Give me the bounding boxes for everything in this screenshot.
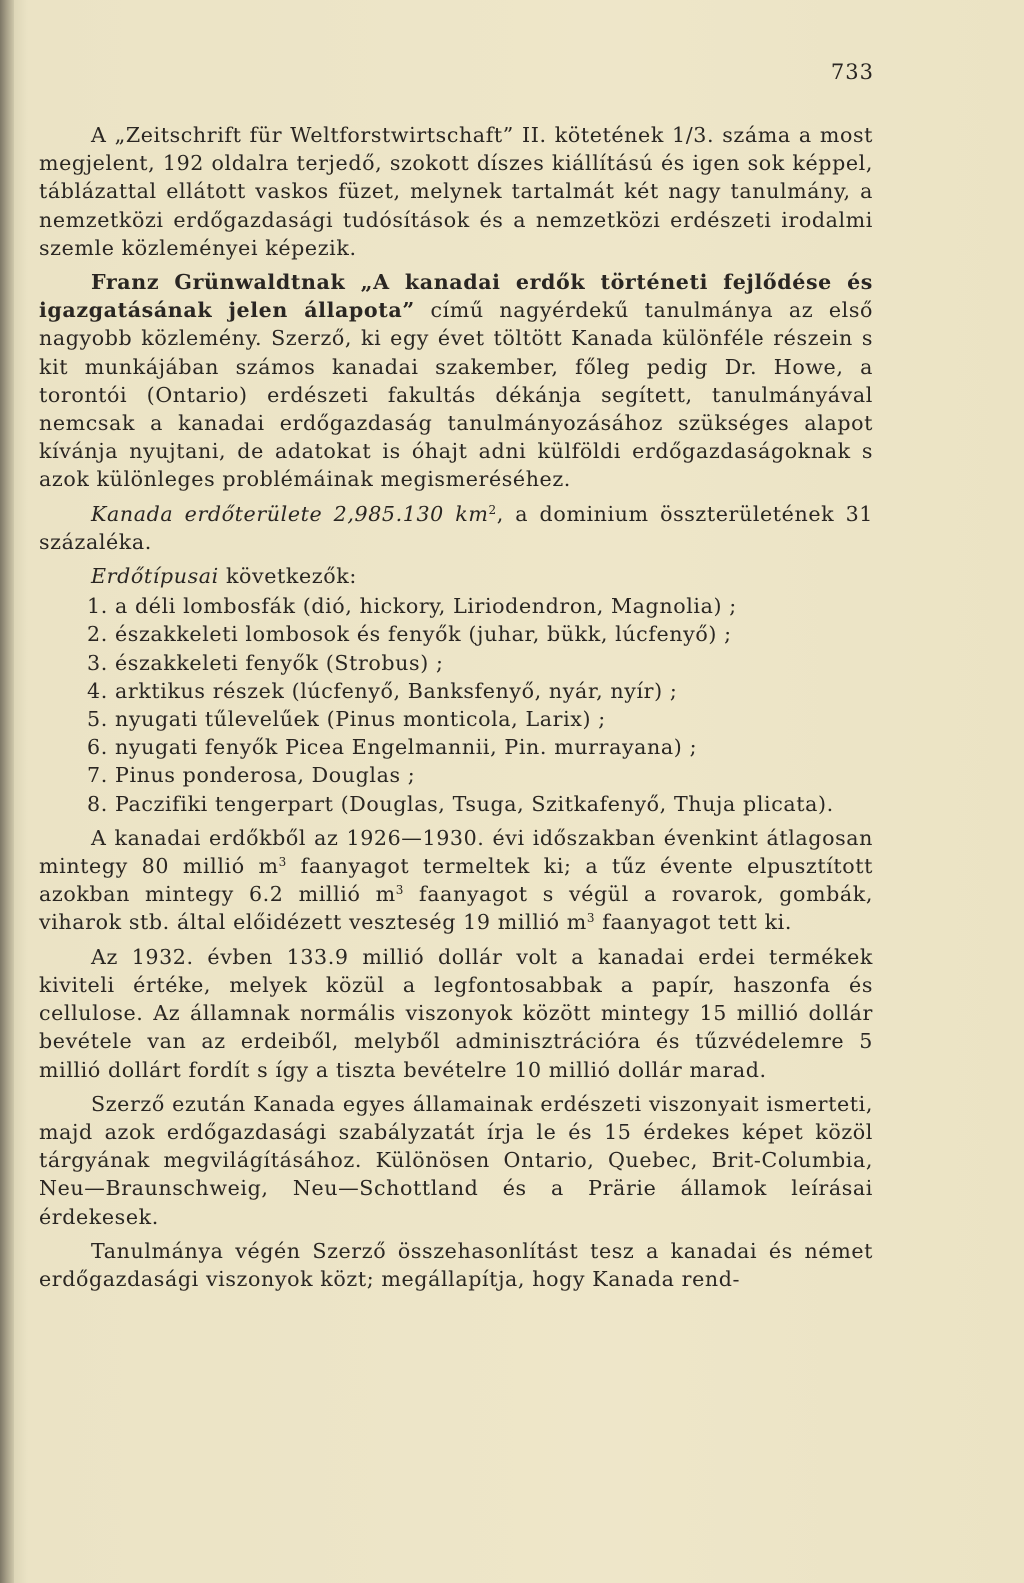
list-item: 8. Paczifiki tengerpart (Douglas, Tsuga, Szitkafenyő, Thuja plicata). — [87, 791, 834, 816]
timber-text-c: faanyagot s végül a rovarok, gombák, viharok stb. által előidézett veszteség 19 millió m — [39, 882, 874, 935]
forest-types-list — [39, 592, 873, 818]
list-item: 3. északkeleti fenyők (Strobus) ; — [87, 650, 444, 675]
page-number: 733 — [830, 60, 874, 84]
timber-text-b: faanyagot termeltek ki; a tűz évente elpusztított azokban mintegy 6.2 millió m — [39, 854, 874, 907]
list-item: 6. nyugati fenyők Picea Engelmannii, Pin. murrayana) ; — [87, 735, 698, 760]
paragraph-timber-production — [39, 824, 873, 937]
timber-text-d: faanyagot tett ki. — [595, 910, 792, 935]
paragraph-forest-types-heading — [39, 562, 873, 590]
paragraph-export-value: Az 1932. évben 133.9 millió dollár volt a kanadai erdei termékek kiviteli értéke, melyek közül a legfontosabbak a papír, haszonfa és cellulose. Az államnak normális viszonyok között mintegy 15 millió dollár bevétele van az erdeiből, melyből adminisztrációra és tűzvédelemre 5 millió dollárt fordít s így a tiszta bevételre 10 millió dollár marad. — [39, 944, 873, 1082]
list-item: 7. Pinus ponderosa, Douglas ; — [87, 763, 416, 788]
superscript: 3 — [278, 854, 287, 869]
body-text — [39, 121, 873, 1299]
paragraph-journal-intro: A „Zeitschrift für Weltforstwirtschaft” II. kötetének 1/3. száma a most megjelent, 192 oldalra terjedő, szokott díszes kiállítású és igen sok képpel, táblázattal ellátott vaskos füzet, melynek tartalmát két nagy tanulmány, a nemzetközi erdőgazdasági tudósítások és a nemzetközi erdészeti irodalmi szemle közleményei képezik. — [39, 123, 873, 260]
paragraph-forest-area — [39, 500, 873, 556]
forest-types-label: Erdőtípusai — [91, 564, 219, 589]
forest-area-text: , a dominium összterületének 31 százaléka. — [39, 501, 873, 554]
superscript: 3 — [395, 883, 404, 898]
forest-area-label: Kanada erdőterülete 2,985.130 km — [91, 501, 489, 526]
superscript: 2 — [488, 502, 497, 517]
book-spine-shadow — [0, 0, 14, 1583]
paragraph-study-summary — [39, 268, 873, 494]
list-item: 4. arktikus részek (lúcfenyő, Banksfenyő, nyár, nyír) ; — [87, 678, 678, 703]
paragraph-comparison: Tanulmánya végén Szerző összehasonlítást tesz a kanadai és német erdőgazdasági viszonyok közt; megállapítja, hogy Kanada rend- — [39, 1238, 873, 1291]
forest-types-text: következők: — [218, 564, 357, 589]
list-item: 1. a déli lombosfák (dió, hickory, Liriodendron, Magnolia) ; — [87, 594, 737, 619]
paragraph-state-conditions: Szerző ezután Kanada egyes államainak erdészeti viszonyait ismerteti, majd azok erdőgazdasági szabályzatát írja le és 15 érdekes képet közöl tárgyának megvilágításához. Különösen Ontario, Quebec, Brit-Columbia, Neu—Braunschweig, Neu—Schottland és a Prärie államok leírásai érdekesek. — [39, 1091, 873, 1229]
timber-text-a: A kanadai erdőkből az 1926—1930. évi időszakban évenkint átlagosan mintegy 80 millió m — [39, 825, 873, 879]
study-title: Franz Grünwaldtnak „A kanadai erdők történeti fejlődése és igazgatásának jelen állapota” — [39, 270, 873, 323]
study-summary-text: című nagyérdekű tanulmánya az első nagyobb közlemény. Szerző, ki egy évet töltött Kanada különféle részein s kit munkájában számos kanadai szakember, főleg pedig Dr. Howe, a torontói (Ontario) erdészeti fakultás dékánja segített, tanulmányával nemcsak a kanadai erdőgazdaság tanulmányozásához szükséges alapot kívánja nyujtani, de adatokat is óhajt adni külföldi erdőgazdaságoknak s azok különleges problémáinak megismeréséhez. — [39, 298, 873, 492]
list-item: 5. nyugati tűlevelűek (Pinus monticola, Larix) ; — [87, 707, 606, 732]
superscript: 3 — [586, 911, 596, 926]
list-item: 2. északkeleti lombosok és fenyők (juhar, bükk, lúcfenyő) ; — [87, 622, 732, 647]
